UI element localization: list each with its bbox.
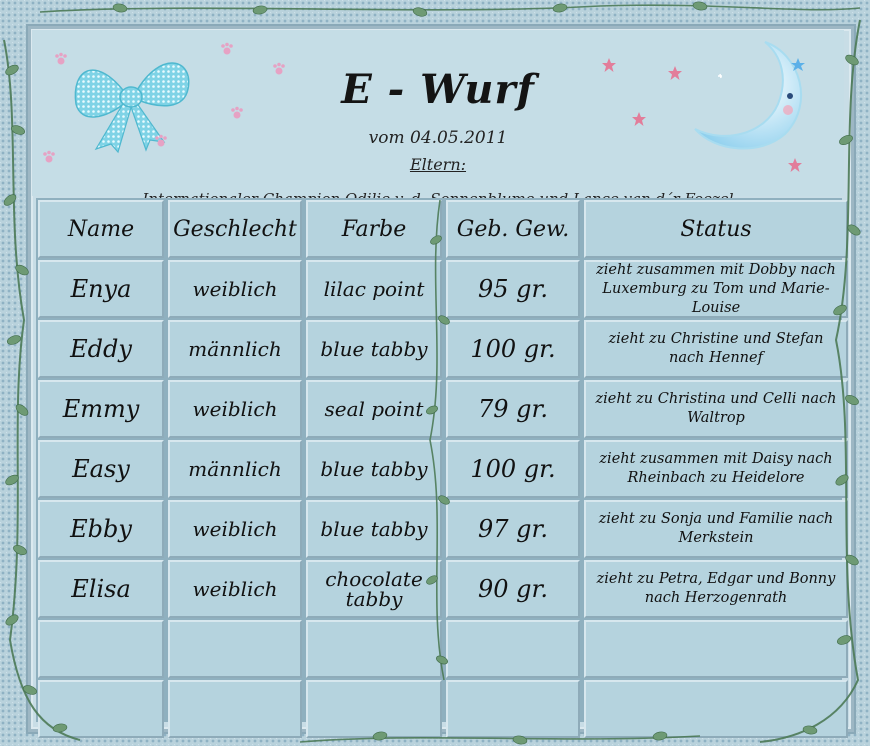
paw-print-icon bbox=[42, 150, 56, 164]
kitten-status: zieht zu Christine und Stefan nach Hennef bbox=[584, 320, 848, 378]
kitten-name: Ebby bbox=[38, 500, 164, 558]
empty-cell bbox=[306, 680, 442, 738]
star-icon bbox=[788, 158, 802, 172]
empty-cell bbox=[584, 680, 848, 738]
litter-date: vom 04.05.2011 bbox=[368, 128, 508, 148]
column-header-sex: Geschlecht bbox=[168, 200, 302, 258]
kitten-weight: 100 gr. bbox=[446, 440, 580, 498]
paw-print-icon bbox=[230, 106, 244, 120]
kitten-status: zieht zusammen mit Daisy nach Rheinbach zu Heidelore bbox=[584, 440, 848, 498]
kitten-weight: 97 gr. bbox=[446, 500, 580, 558]
empty-cell bbox=[446, 680, 580, 738]
kitten-status: zieht zu Christina und Celli nach Waltrop bbox=[584, 380, 848, 438]
column-header-name: Name bbox=[38, 200, 164, 258]
column-header-status: Status bbox=[584, 200, 848, 258]
kitten-name: Enya bbox=[38, 260, 164, 318]
kitten-name: Eddy bbox=[38, 320, 164, 378]
kitten-weight: 95 gr. bbox=[446, 260, 580, 318]
paw-print-icon bbox=[220, 42, 234, 56]
star-icon bbox=[602, 58, 616, 72]
kitten-color: blue tabby bbox=[306, 500, 442, 558]
empty-cell bbox=[584, 620, 848, 678]
kitten-sex: weiblich bbox=[168, 560, 302, 618]
kitten-sex: weiblich bbox=[168, 500, 302, 558]
paw-print-icon bbox=[272, 62, 286, 76]
kitten-color: blue tabby bbox=[306, 440, 442, 498]
empty-cell bbox=[306, 620, 442, 678]
paw-print-icon bbox=[54, 52, 68, 66]
kitten-sex: männlich bbox=[168, 440, 302, 498]
star-icon bbox=[668, 66, 682, 80]
kitten-sex: weiblich bbox=[168, 260, 302, 318]
kitten-sex: weiblich bbox=[168, 380, 302, 438]
kitten-name: Emmy bbox=[38, 380, 164, 438]
kitten-status: zieht zu Sonja und Familie nach Merkstein bbox=[584, 500, 848, 558]
paw-print-icon bbox=[154, 134, 168, 148]
parents-label: Eltern: bbox=[409, 155, 467, 174]
empty-cell bbox=[38, 620, 164, 678]
empty-cell bbox=[38, 680, 164, 738]
kitten-weight: 100 gr. bbox=[446, 320, 580, 378]
kitten-color: chocolate tabby bbox=[306, 560, 442, 618]
bow-icon bbox=[66, 44, 196, 154]
kitten-sex: männlich bbox=[168, 320, 302, 378]
litter-table bbox=[36, 198, 842, 722]
kitten-weight: 90 gr. bbox=[446, 560, 580, 618]
column-header-weight: Geb. Gew. bbox=[446, 200, 580, 258]
kitten-name: Elisa bbox=[38, 560, 164, 618]
kitten-color: seal point bbox=[306, 380, 442, 438]
kitten-status: zieht zu Petra, Edgar und Bonny nach Herzogenrath bbox=[584, 560, 848, 618]
kitten-color: lilac point bbox=[306, 260, 442, 318]
moon-icon bbox=[690, 34, 820, 164]
kitten-name: Easy bbox=[38, 440, 164, 498]
empty-cell bbox=[168, 620, 302, 678]
page-title: E - Wurf bbox=[341, 66, 535, 113]
column-header-color: Farbe bbox=[306, 200, 442, 258]
star-icon bbox=[632, 112, 646, 126]
empty-cell bbox=[446, 620, 580, 678]
empty-cell bbox=[168, 680, 302, 738]
kitten-color: blue tabby bbox=[306, 320, 442, 378]
kitten-status: zieht zusammen mit Dobby nach Luxemburg zu Tom und Marie-Louise bbox=[584, 260, 848, 318]
kitten-weight: 79 gr. bbox=[446, 380, 580, 438]
